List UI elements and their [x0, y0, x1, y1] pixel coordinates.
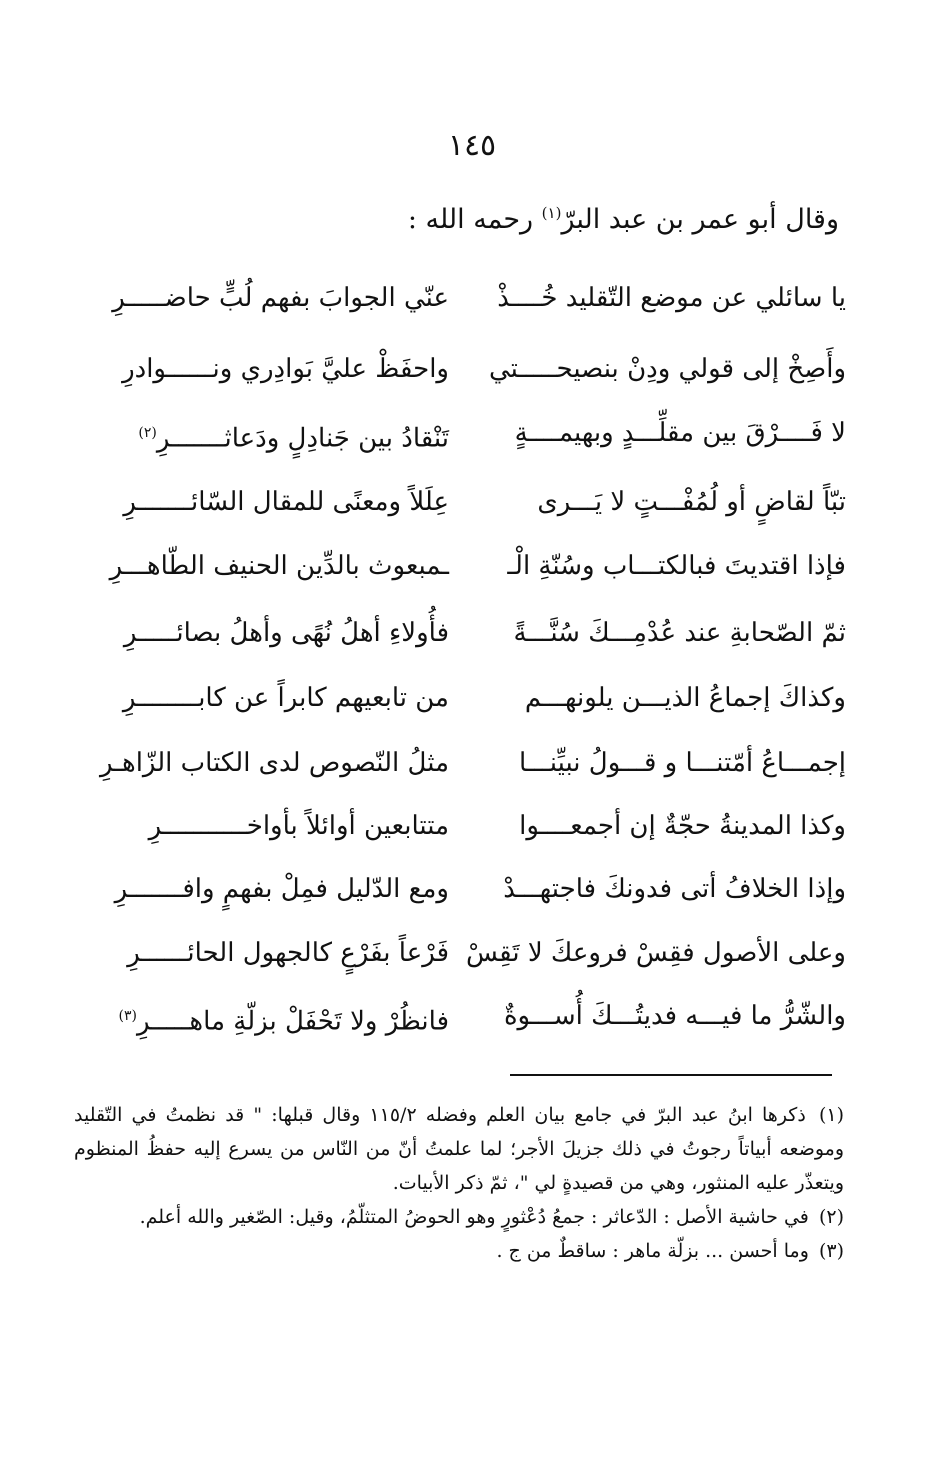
verse-second-text: عِلَلاً ومعنًى للمقال السّائـــــــرِ — [123, 487, 449, 517]
intro-suffix: رحمه الله : — [407, 204, 542, 235]
verse-first-hemistich: وكذا المدينةُ حجّةٌ إن أجمعــــوا — [519, 811, 846, 841]
page-number: ١٤٥ — [447, 128, 497, 163]
footnote-3 — [74, 1234, 844, 1268]
verse-second-text: واحفَظْ عليَّ بَوادِري ونــــــوادرِ — [122, 354, 449, 384]
verse-second-hemistich — [89, 538, 449, 594]
verse-second-hemistich — [89, 270, 449, 326]
verse-second-text: فَرْعاً بفَرْعٍ كالجهول الحائــــــرِ — [127, 938, 449, 968]
verse-second-text: عنّي الجوابَ بفهم لُبٍّ حاضـــــرِ — [112, 283, 449, 313]
footnote-text: ذكرها ابنُ عبد البرّ في جامع بيان العلم وفضله ١١٥/٢ وقال قبلها: " قد نظمتُ في التّقليد وموضعه أبياتاً رجوتُ في ذلك جزيلَ الأجر؛ لما علمتُ أنّ من النّاس من يسرع إليه حفظُ المنظوم ويتعذّر عليه المنثور، وهي من قصيدةٍ لي "، ثمّ ذكر الأبيات. — [74, 1104, 844, 1194]
verse-second-text: فأُولاءِ أهلُ نُهًى وأهلُ بصائـــــرِ — [123, 618, 449, 648]
verse-6 — [0, 605, 944, 661]
footnote-number: (٢) — [818, 1206, 844, 1228]
verse-second-hemistich — [89, 405, 449, 467]
verse-first-hemistich: والشّرُّ ما فيـــه فديتُـــكَ أُســـوةٌ — [503, 1001, 846, 1031]
footnote-text: وما أحسن ... بزلّة ماهر : ساقطٌ من ج . — [496, 1240, 809, 1262]
footnote-text: في حاشية الأصل : الدّعاثر : جمعُ دُعْثورٍ وهو الحوضُ المتثلّمُ، وقيل: الصّغير والله أعلم. — [139, 1206, 809, 1228]
verse-second-text: مثلُ النّصوص لدى الكتاب الزّاهـرِ — [100, 748, 449, 778]
verse-second-hemistich — [89, 341, 449, 397]
verse-first-hemistich: ثمّ الصّحابةِ عند عُدْمِـــكَ سُنَّـــةً — [513, 618, 846, 648]
verse-9 — [0, 798, 944, 854]
footnote-number: (١) — [818, 1104, 844, 1126]
verse-first-hemistich: وإذا الخلافُ أتى فدونكَ فاجتهـــدْ — [503, 874, 846, 904]
verse-second-hemistich — [89, 925, 449, 981]
verse-10 — [0, 861, 944, 917]
footnote-number: (٣) — [818, 1240, 844, 1262]
verse-second-text: ـمبعوث بالدِّين الحنيف الطّاهـــرِ — [109, 551, 449, 581]
footnote-ref-3: (٣) — [118, 1008, 137, 1024]
verse-second-text: تَنْقادُ بين جَنادِلٍ ودَعاثـــــــرِ — [156, 423, 449, 454]
verse-5 — [0, 538, 944, 594]
verse-4 — [0, 474, 944, 530]
verse-11 — [0, 925, 944, 981]
verse-first-hemistich: إجمـــاعُ أمّتنـــا و قـــولُ نبيِّنـــا — [519, 748, 846, 778]
verse-second-hemistich — [89, 988, 449, 1050]
verse-2 — [0, 341, 944, 397]
verse-second-text: متتابعين أوائلاً بأواخـــــــــــرِ — [148, 811, 449, 841]
footnote-divider — [510, 1074, 832, 1076]
verse-second-hemistich — [89, 474, 449, 530]
verse-first-hemistich: وأَصِخْ إلى قولي ودِنْ بنصيحـــــتي — [488, 354, 846, 384]
verse-first-hemistich: لا فَــــرْقَ بين مقلِّـــدٍ وبهيمــــةٍ — [514, 418, 846, 448]
verse-second-hemistich — [89, 798, 449, 854]
footnote-ref-2: (٢) — [138, 425, 157, 441]
verse-3 — [0, 405, 944, 461]
verse-second-hemistich — [89, 605, 449, 661]
verse-second-text: من تابعيهم كابراً عن كابــــــــرِ — [122, 683, 449, 713]
verse-first-hemistich: فإذا اقتديتَ فبالكتـــاب وسُنّةِ الْـ — [507, 551, 846, 581]
verse-second-text: ومع الدّليل فمِلْ بفهمٍ وافـــــــرِ — [114, 874, 449, 904]
verse-7 — [0, 670, 944, 726]
footnote-2 — [74, 1200, 844, 1234]
verse-1 — [0, 270, 944, 326]
verse-8 — [0, 735, 944, 791]
verse-second-text: فانظُرْ ولا تَحْفَلْ بزلّةِ ماهـــــرِ — [137, 1006, 449, 1037]
intro-text: وقال أبو عمر بن عبد البرّ — [561, 204, 839, 235]
verse-second-hemistich — [89, 861, 449, 917]
footnotes — [74, 1098, 844, 1268]
verse-second-hemistich — [89, 735, 449, 791]
verse-first-hemistich: تبّاً لقاضٍ أو لُمُفْـــتٍ لا يَـــرى — [537, 487, 846, 517]
verse-12 — [0, 988, 944, 1044]
footnote-ref-1: (١) — [541, 204, 562, 222]
verse-first-hemistich: يا سائلي عن موضع التّقليد خُــــذْ — [497, 283, 846, 313]
verse-first-hemistich: وكذاكَ إجماعُ الذيـــن يلونهـــم — [524, 683, 846, 713]
footnote-1 — [74, 1098, 844, 1200]
verse-second-hemistich — [89, 670, 449, 726]
verse-first-hemistich: وعلى الأصول فقِسْ فروعكَ لا تَقِسْ — [466, 938, 846, 968]
